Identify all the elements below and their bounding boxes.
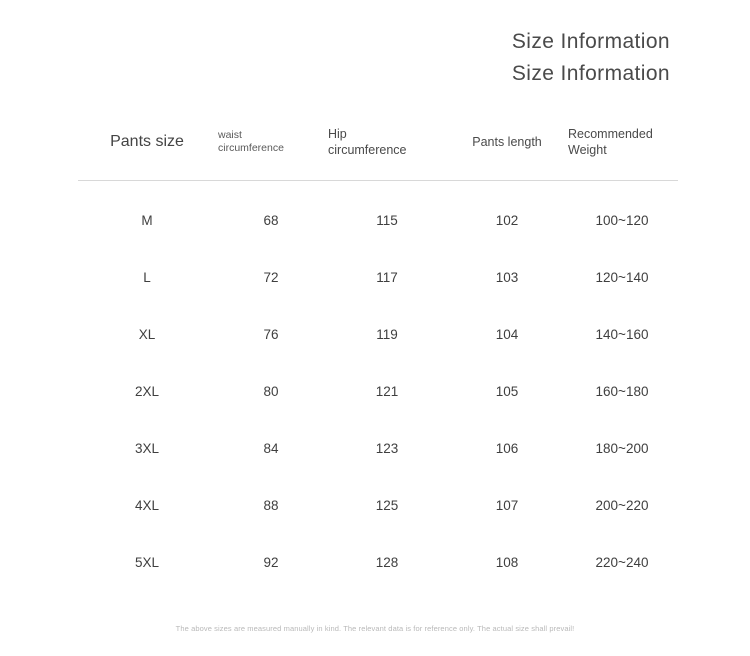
cell-pants-length: 105 [495,384,519,399]
table-header [78,126,678,181]
cell-waist-circumference: 72 [263,270,279,285]
cell-pants-length: 102 [495,213,519,228]
table-row [78,363,678,420]
cell-pants-size: 4XL [134,498,160,513]
header-hip-circumference-label [326,126,448,158]
header-pants-size [78,126,216,181]
cell-pants-size: 3XL [134,441,160,456]
table-row [78,249,678,306]
header-hip-circumference [326,126,448,181]
header-hip-line-1: Hip [328,127,347,141]
table-header-row [78,126,678,181]
header-waist-circumference-label [216,129,326,155]
footnote: The above sizes are measured manually in kind. The relevant data is for reference only. The actual size shall prevail! [175,624,575,633]
cell-waist-circumference: 68 [263,213,279,228]
header-waist-line-2: circumference [218,142,284,154]
cell-pants-length: 104 [495,327,519,342]
cell-pants-length: 106 [495,441,519,456]
cell-pants-length: 103 [495,270,519,285]
header-weight-line-1: Recommended [568,127,653,141]
cell-waist-circumference: 88 [263,498,279,513]
header-waist-circumference [216,126,326,181]
table-row [78,477,678,534]
cell-hip-circumference: 115 [376,213,398,228]
cell-pants-size: L [143,270,151,285]
table-row [78,181,678,250]
cell-recommended-weight: 200~220 [595,498,649,513]
cell-waist-circumference: 76 [263,327,279,342]
cell-hip-circumference: 121 [375,384,399,399]
page-title [512,26,670,90]
cell-waist-circumference: 84 [263,441,279,456]
cell-hip-circumference: 117 [376,270,398,285]
header-recommended-weight [566,126,678,181]
table-row [78,534,678,591]
cell-pants-size: M [141,213,153,228]
cell-recommended-weight: 160~180 [595,384,649,399]
cell-pants-size: 2XL [134,384,160,399]
cell-pants-size: XL [138,327,156,342]
header-weight-line-2: Weight [568,143,607,157]
cell-pants-size: 5XL [134,555,160,570]
cell-hip-circumference: 119 [376,327,398,342]
cell-pants-length: 107 [495,498,519,513]
table-row [78,420,678,477]
cell-waist-circumference: 80 [263,384,279,399]
cell-recommended-weight: 180~200 [595,441,649,456]
size-table [78,126,678,591]
cell-hip-circumference: 123 [375,441,399,456]
cell-hip-circumference: 125 [375,498,399,513]
title-line-2: Size Information [511,62,670,85]
cell-recommended-weight: 120~140 [595,270,649,285]
header-hip-line-2: circumference [328,143,407,157]
cell-waist-circumference: 92 [263,555,279,570]
table-body [78,181,678,592]
table-row [78,306,678,363]
cell-recommended-weight: 220~240 [595,555,649,570]
header-pants-length-label: Pants length [472,135,542,149]
size-table-container [78,126,678,591]
cell-recommended-weight: 140~160 [595,327,649,342]
header-recommended-weight-label [566,126,678,158]
header-pants-size-label: Pants size [110,133,184,150]
header-pants-length [448,126,566,181]
cell-pants-length: 108 [495,555,519,570]
title-line-1: Size Information [511,30,670,53]
header-waist-line-1: waist [218,129,242,141]
cell-hip-circumference: 128 [375,555,399,570]
cell-recommended-weight: 100~120 [595,213,649,228]
